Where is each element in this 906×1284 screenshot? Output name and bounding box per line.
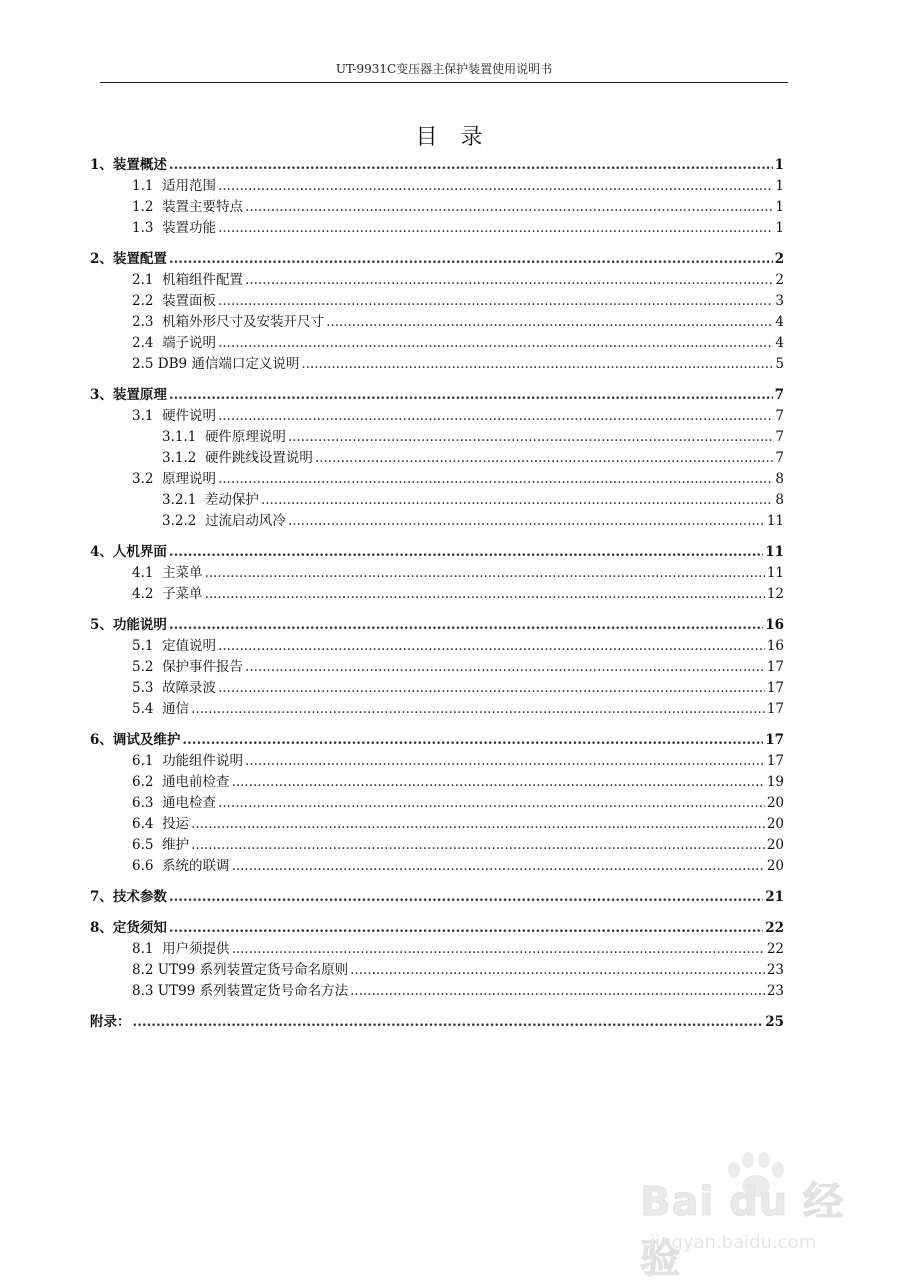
- toc-leader-dots: [218, 678, 765, 699]
- toc-entry-number: 3.2.2: [162, 513, 205, 529]
- toc-leader-dots: [218, 218, 773, 239]
- toc-leader-dots: [218, 291, 773, 312]
- header-rule: [100, 82, 788, 83]
- toc-entry[interactable]: [90, 354, 784, 375]
- toc-entry-label: 子菜单: [162, 586, 203, 602]
- toc-leader-dots: [169, 542, 763, 563]
- toc-entry-number: 8、: [90, 920, 113, 936]
- toc-entry-number: 2、: [90, 251, 113, 267]
- toc-entry-label: 定货须知: [112, 920, 167, 936]
- toc-leader-dots: [315, 448, 773, 469]
- toc-entry-number: 1.3: [132, 220, 163, 236]
- toc-entry[interactable]: [90, 406, 784, 427]
- toc-entry[interactable]: [90, 657, 784, 678]
- toc-entry-label: 功能说明: [112, 617, 167, 633]
- toc-entry-number: 2.3: [132, 314, 163, 330]
- toc-entry-page: 17: [766, 659, 784, 675]
- toc-entry-page: 17: [766, 753, 784, 769]
- toc-entry-number: 3.2: [132, 471, 163, 487]
- toc-entry-label: 用户须提供: [162, 941, 230, 957]
- toc-leader-dots: [261, 490, 773, 511]
- toc-leader-dots: [169, 918, 763, 939]
- toc-entry[interactable]: [90, 490, 784, 511]
- toc-entry[interactable]: [90, 333, 784, 354]
- toc-entry-number: 6.4: [132, 816, 163, 832]
- toc-entry-label: 技术参数: [112, 889, 167, 905]
- toc-entry[interactable]: [90, 542, 784, 563]
- toc-entry[interactable]: [90, 291, 784, 312]
- toc-leader-dots: [245, 751, 765, 772]
- toc-leader-dots: [182, 730, 763, 751]
- toc-entry[interactable]: [90, 678, 784, 699]
- toc-entry[interactable]: [90, 312, 784, 333]
- toc-entry-page: 7: [775, 429, 784, 445]
- toc-entry-page: 5: [775, 356, 784, 372]
- toc-entry-label: 功能组件说明: [162, 753, 244, 769]
- toc-entry-page: 17: [766, 701, 784, 717]
- toc-leader-dots: [205, 563, 765, 584]
- toc-leader-dots: [218, 333, 773, 354]
- toc-entry-number: 2.5: [132, 356, 158, 372]
- toc-entry[interactable]: [90, 1012, 784, 1033]
- toc-entry-label: 调试及维护: [112, 732, 181, 748]
- toc-leader-dots: [169, 249, 773, 270]
- toc-entry-label: 通电前检查: [162, 774, 230, 790]
- toc-leader-dots: [218, 636, 765, 657]
- toc-entry-number: 6.2: [132, 774, 163, 790]
- toc-entry[interactable]: [90, 856, 784, 877]
- toc-entry[interactable]: [90, 218, 784, 239]
- toc-entry-label: 装置主要特点: [162, 199, 244, 215]
- toc-entry-number: 1.2: [132, 199, 163, 215]
- toc-entry-page: 16: [765, 617, 784, 633]
- toc-entry[interactable]: [90, 793, 784, 814]
- toc-leader-dots: [245, 270, 773, 291]
- toc-entry-number: 4.2: [132, 586, 163, 602]
- toc-entry-number: 3.1.1: [162, 429, 205, 445]
- toc-entry-number: 4.1: [132, 565, 163, 581]
- toc-entry[interactable]: [90, 730, 784, 751]
- toc-entry-page: 2: [775, 272, 784, 288]
- toc-entry-label: 机箱组件配置: [162, 272, 244, 288]
- toc-entry[interactable]: [90, 197, 784, 218]
- toc-entry[interactable]: [90, 772, 784, 793]
- toc-entry-page: 16: [766, 638, 784, 654]
- watermark-url: jingyan.baidu.com: [650, 1232, 817, 1253]
- toc-entry-page: 1: [775, 220, 784, 236]
- toc-entry[interactable]: [90, 584, 784, 605]
- toc-entry[interactable]: [90, 751, 784, 772]
- toc-entry-number: 8.3: [132, 983, 158, 999]
- toc-entry-page: 8: [775, 471, 784, 487]
- toc-entry-page: 7: [774, 387, 784, 403]
- toc-entry[interactable]: [90, 615, 784, 636]
- toc-entry-number: 3、: [90, 387, 113, 403]
- toc-entry-label: 过流启动风冷: [204, 513, 286, 529]
- toc-entry-number: 2.2: [132, 293, 163, 309]
- toc-entry-page: 11: [765, 544, 784, 560]
- toc-entry-page: 11: [766, 513, 784, 529]
- toc-entry[interactable]: [90, 699, 784, 720]
- toc-leader-dots: [326, 312, 773, 333]
- toc-entry-page: 4: [775, 335, 784, 351]
- toc-entry-page: 1: [775, 199, 784, 215]
- toc-entry-number: 3.1.2: [162, 450, 205, 466]
- toc-entry-page: 20: [766, 858, 784, 874]
- toc-entry-page: 21: [765, 889, 784, 905]
- toc-entry[interactable]: [90, 835, 784, 856]
- toc-entry-page: 3: [775, 293, 784, 309]
- toc-entry-label: UT99 系列装置定货号命名方法: [157, 983, 349, 999]
- toc-entry[interactable]: [90, 469, 784, 490]
- toc-entry[interactable]: [90, 427, 784, 448]
- toc-entry-page: 8: [775, 492, 784, 508]
- toc-entry-label: 附录：: [90, 1014, 131, 1030]
- toc-entry-number: 8.2: [132, 962, 158, 978]
- toc-entry-number: 5.2: [132, 659, 163, 675]
- toc-entry-number: 7、: [90, 889, 113, 905]
- toc-leader-dots: [218, 176, 773, 197]
- toc-entry[interactable]: [90, 918, 784, 939]
- toc-entry-label: 通电检查: [162, 795, 217, 811]
- toc-entry-page: 1: [775, 178, 784, 194]
- toc-entry-label: 系统的联调: [162, 858, 230, 874]
- toc-entry-number: 4、: [90, 544, 113, 560]
- toc-entry-label: 原理说明: [162, 471, 217, 487]
- watermark-logo: Bai du 经验: [640, 1179, 845, 1282]
- toc-entry-label: 装置面板: [162, 293, 217, 309]
- toc-entry-page: 4: [775, 314, 784, 330]
- toc-leader-dots: [245, 657, 765, 678]
- toc-entry-number: 5、: [90, 617, 113, 633]
- toc-entry-label: 装置概述: [112, 157, 167, 173]
- toc-entry-label: 适用范围: [162, 178, 217, 194]
- toc-entry[interactable]: [90, 939, 784, 960]
- toc-entry-label: DB9 通信端口定义说明: [157, 356, 300, 372]
- toc-entry-number: 2.1: [132, 272, 163, 288]
- toc-entry-label: 机箱外形尺寸及安装开尺寸: [162, 314, 325, 330]
- baidu-jingyan-watermark: [640, 1150, 880, 1282]
- toc-leader-dots: [169, 615, 763, 636]
- toc-entry-page: 11: [766, 565, 784, 581]
- toc-entry-number: 5.3: [132, 680, 163, 696]
- toc-entry-number: 1.1: [132, 178, 163, 194]
- toc-entry-number: 6.3: [132, 795, 163, 811]
- toc-entry-number: 6.5: [132, 837, 163, 853]
- toc-entry[interactable]: [90, 887, 784, 908]
- toc-leader-dots: [301, 354, 773, 375]
- toc-entry-number: 5.4: [132, 701, 163, 717]
- toc-entry[interactable]: [90, 981, 784, 1002]
- toc-entry-page: 2: [774, 251, 784, 267]
- toc-entry-label: 装置原理: [112, 387, 167, 403]
- toc-leader-dots: [169, 155, 773, 176]
- toc-entry-page: 12: [766, 586, 784, 602]
- toc-entry-label: 差动保护: [204, 492, 259, 508]
- toc-leader-dots: [191, 814, 765, 835]
- toc-leader-dots: [245, 197, 773, 218]
- toc-entry[interactable]: [90, 385, 784, 406]
- toc-entry-label: 硬件跳线设置说明: [204, 450, 313, 466]
- toc-entry-label: 装置功能: [162, 220, 217, 236]
- toc-leader-dots: [218, 469, 773, 490]
- toc-entry-number: 1、: [90, 157, 113, 173]
- toc-leader-dots: [191, 699, 765, 720]
- toc-entry-label: 定值说明: [162, 638, 217, 654]
- toc-entry-number: 2.4: [132, 335, 163, 351]
- toc-entry[interactable]: [90, 249, 784, 270]
- toc-entry-page: 23: [766, 983, 784, 999]
- toc-entry[interactable]: [90, 270, 784, 291]
- toc-entry-page: 17: [766, 680, 784, 696]
- toc-leader-dots: [133, 1012, 764, 1033]
- toc-entry[interactable]: [90, 511, 784, 532]
- toc-entry[interactable]: [90, 448, 784, 469]
- toc-leader-dots: [232, 772, 765, 793]
- toc-entry[interactable]: [90, 155, 784, 176]
- toc-entry-page: 20: [766, 795, 784, 811]
- toc-entry-label: 硬件说明: [162, 408, 217, 424]
- toc-entry-number: 6.1: [132, 753, 163, 769]
- table-of-contents: [90, 155, 784, 1033]
- toc-leader-dots: [218, 793, 765, 814]
- toc-entry[interactable]: [90, 814, 784, 835]
- toc-leader-dots: [350, 960, 765, 981]
- toc-entry-page: 17: [765, 732, 784, 748]
- toc-leader-dots: [232, 939, 765, 960]
- toc-entry-label: 硬件原理说明: [204, 429, 286, 445]
- toc-entry-number: 6.6: [132, 858, 163, 874]
- page-title: 目 录: [415, 125, 491, 150]
- toc-entry-number: 8.1: [132, 941, 163, 957]
- toc-entry-number: 5.1: [132, 638, 163, 654]
- toc-entry-label: 端子说明: [162, 335, 217, 351]
- toc-entry-number: 3.2.1: [162, 492, 205, 508]
- toc-entry-label: 投运: [162, 816, 190, 832]
- toc-entry-label: 人机界面: [112, 544, 167, 560]
- toc-entry-number: 3.1: [132, 408, 163, 424]
- toc-entry-page: 7: [775, 408, 784, 424]
- toc-entry-page: 22: [766, 941, 784, 957]
- toc-leader-dots: [288, 427, 773, 448]
- toc-entry[interactable]: [90, 960, 784, 981]
- toc-entry[interactable]: [90, 176, 784, 197]
- toc-entry-label: 装置配置: [112, 251, 167, 267]
- toc-entry-label: 主菜单: [162, 565, 203, 581]
- toc-entry-page: 23: [766, 962, 784, 978]
- toc-leader-dots: [191, 835, 765, 856]
- toc-leader-dots: [288, 511, 765, 532]
- toc-entry-page: 25: [765, 1014, 784, 1030]
- toc-entry[interactable]: [90, 563, 784, 584]
- running-header: UT-9931C变压器主保护装置使用说明书: [335, 62, 553, 76]
- toc-entry-label: 故障录波: [162, 680, 217, 696]
- toc-entry-page: 7: [775, 450, 784, 466]
- toc-leader-dots: [350, 981, 765, 1002]
- toc-leader-dots: [218, 406, 773, 427]
- toc-entry-number: 6、: [90, 732, 113, 748]
- toc-leader-dots: [169, 887, 763, 908]
- toc-entry-page: 22: [765, 920, 784, 936]
- toc-entry-label: 维护: [162, 837, 190, 853]
- toc-entry-label: 保护事件报告: [162, 659, 244, 675]
- toc-leader-dots: [169, 385, 773, 406]
- toc-entry-page: 1: [774, 157, 784, 173]
- toc-leader-dots: [232, 856, 765, 877]
- toc-leader-dots: [205, 584, 765, 605]
- toc-entry-label: 通信: [162, 701, 190, 717]
- toc-entry-page: 19: [766, 774, 784, 790]
- toc-entry-page: 20: [766, 837, 784, 853]
- toc-entry-page: 20: [766, 816, 784, 832]
- toc-entry-label: UT99 系列装置定货号命名原则: [157, 962, 349, 978]
- toc-entry[interactable]: [90, 636, 784, 657]
